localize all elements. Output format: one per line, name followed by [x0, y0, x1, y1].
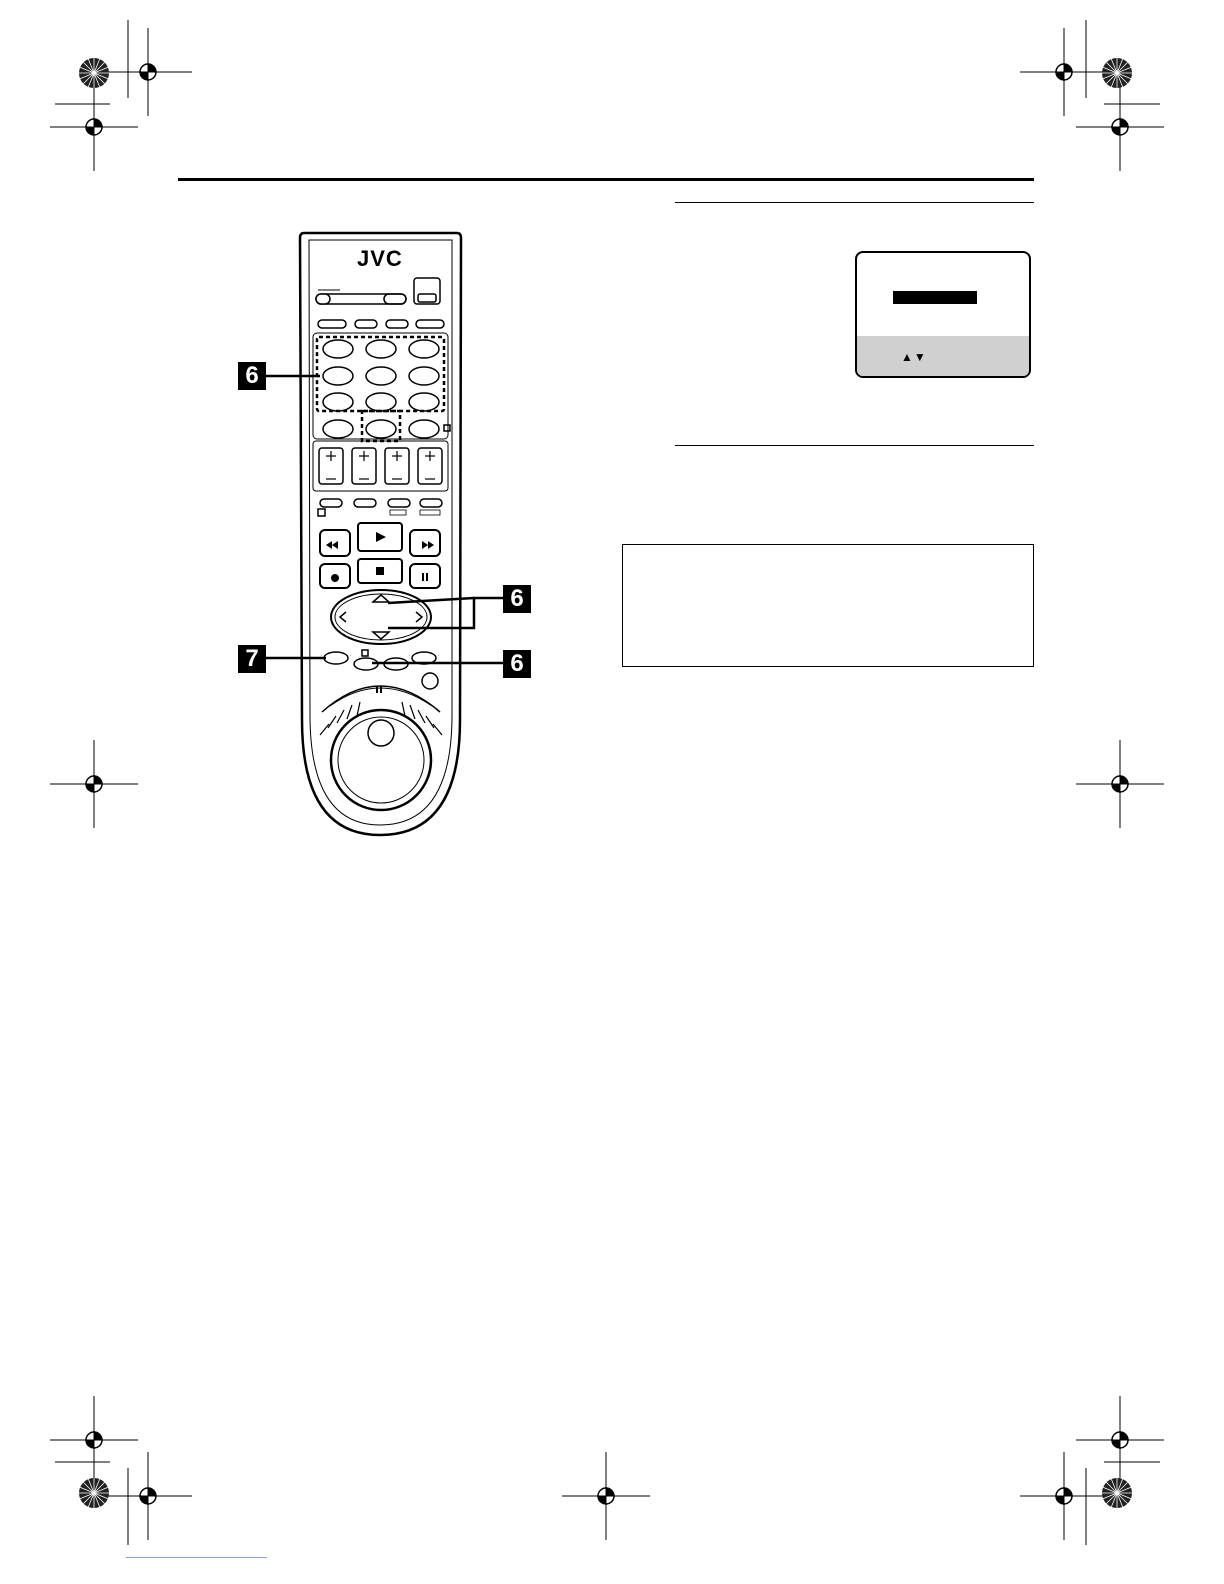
- callout-step-arrows: 6: [503, 585, 531, 613]
- callout-step-lower-left: 7: [238, 645, 266, 673]
- osd-footer: [857, 336, 1029, 376]
- registration-marks: [50, 20, 1164, 1545]
- section-rule-upper: [675, 202, 1034, 203]
- header-rule: [178, 178, 1034, 181]
- osd-highlight-bar: [893, 291, 977, 304]
- osd-screen: [855, 251, 1031, 378]
- jvc-logo: JVC: [357, 246, 403, 271]
- callout-step-numeric: 6: [238, 362, 266, 390]
- up-down-arrows-icon: ▲▼: [901, 350, 927, 364]
- remote-illustration: [300, 233, 461, 835]
- note-box: [622, 544, 1034, 667]
- callout-step-lower-right: 6: [503, 650, 531, 678]
- footer-link-underline: [126, 1557, 267, 1558]
- section-rule-lower: [675, 445, 1034, 446]
